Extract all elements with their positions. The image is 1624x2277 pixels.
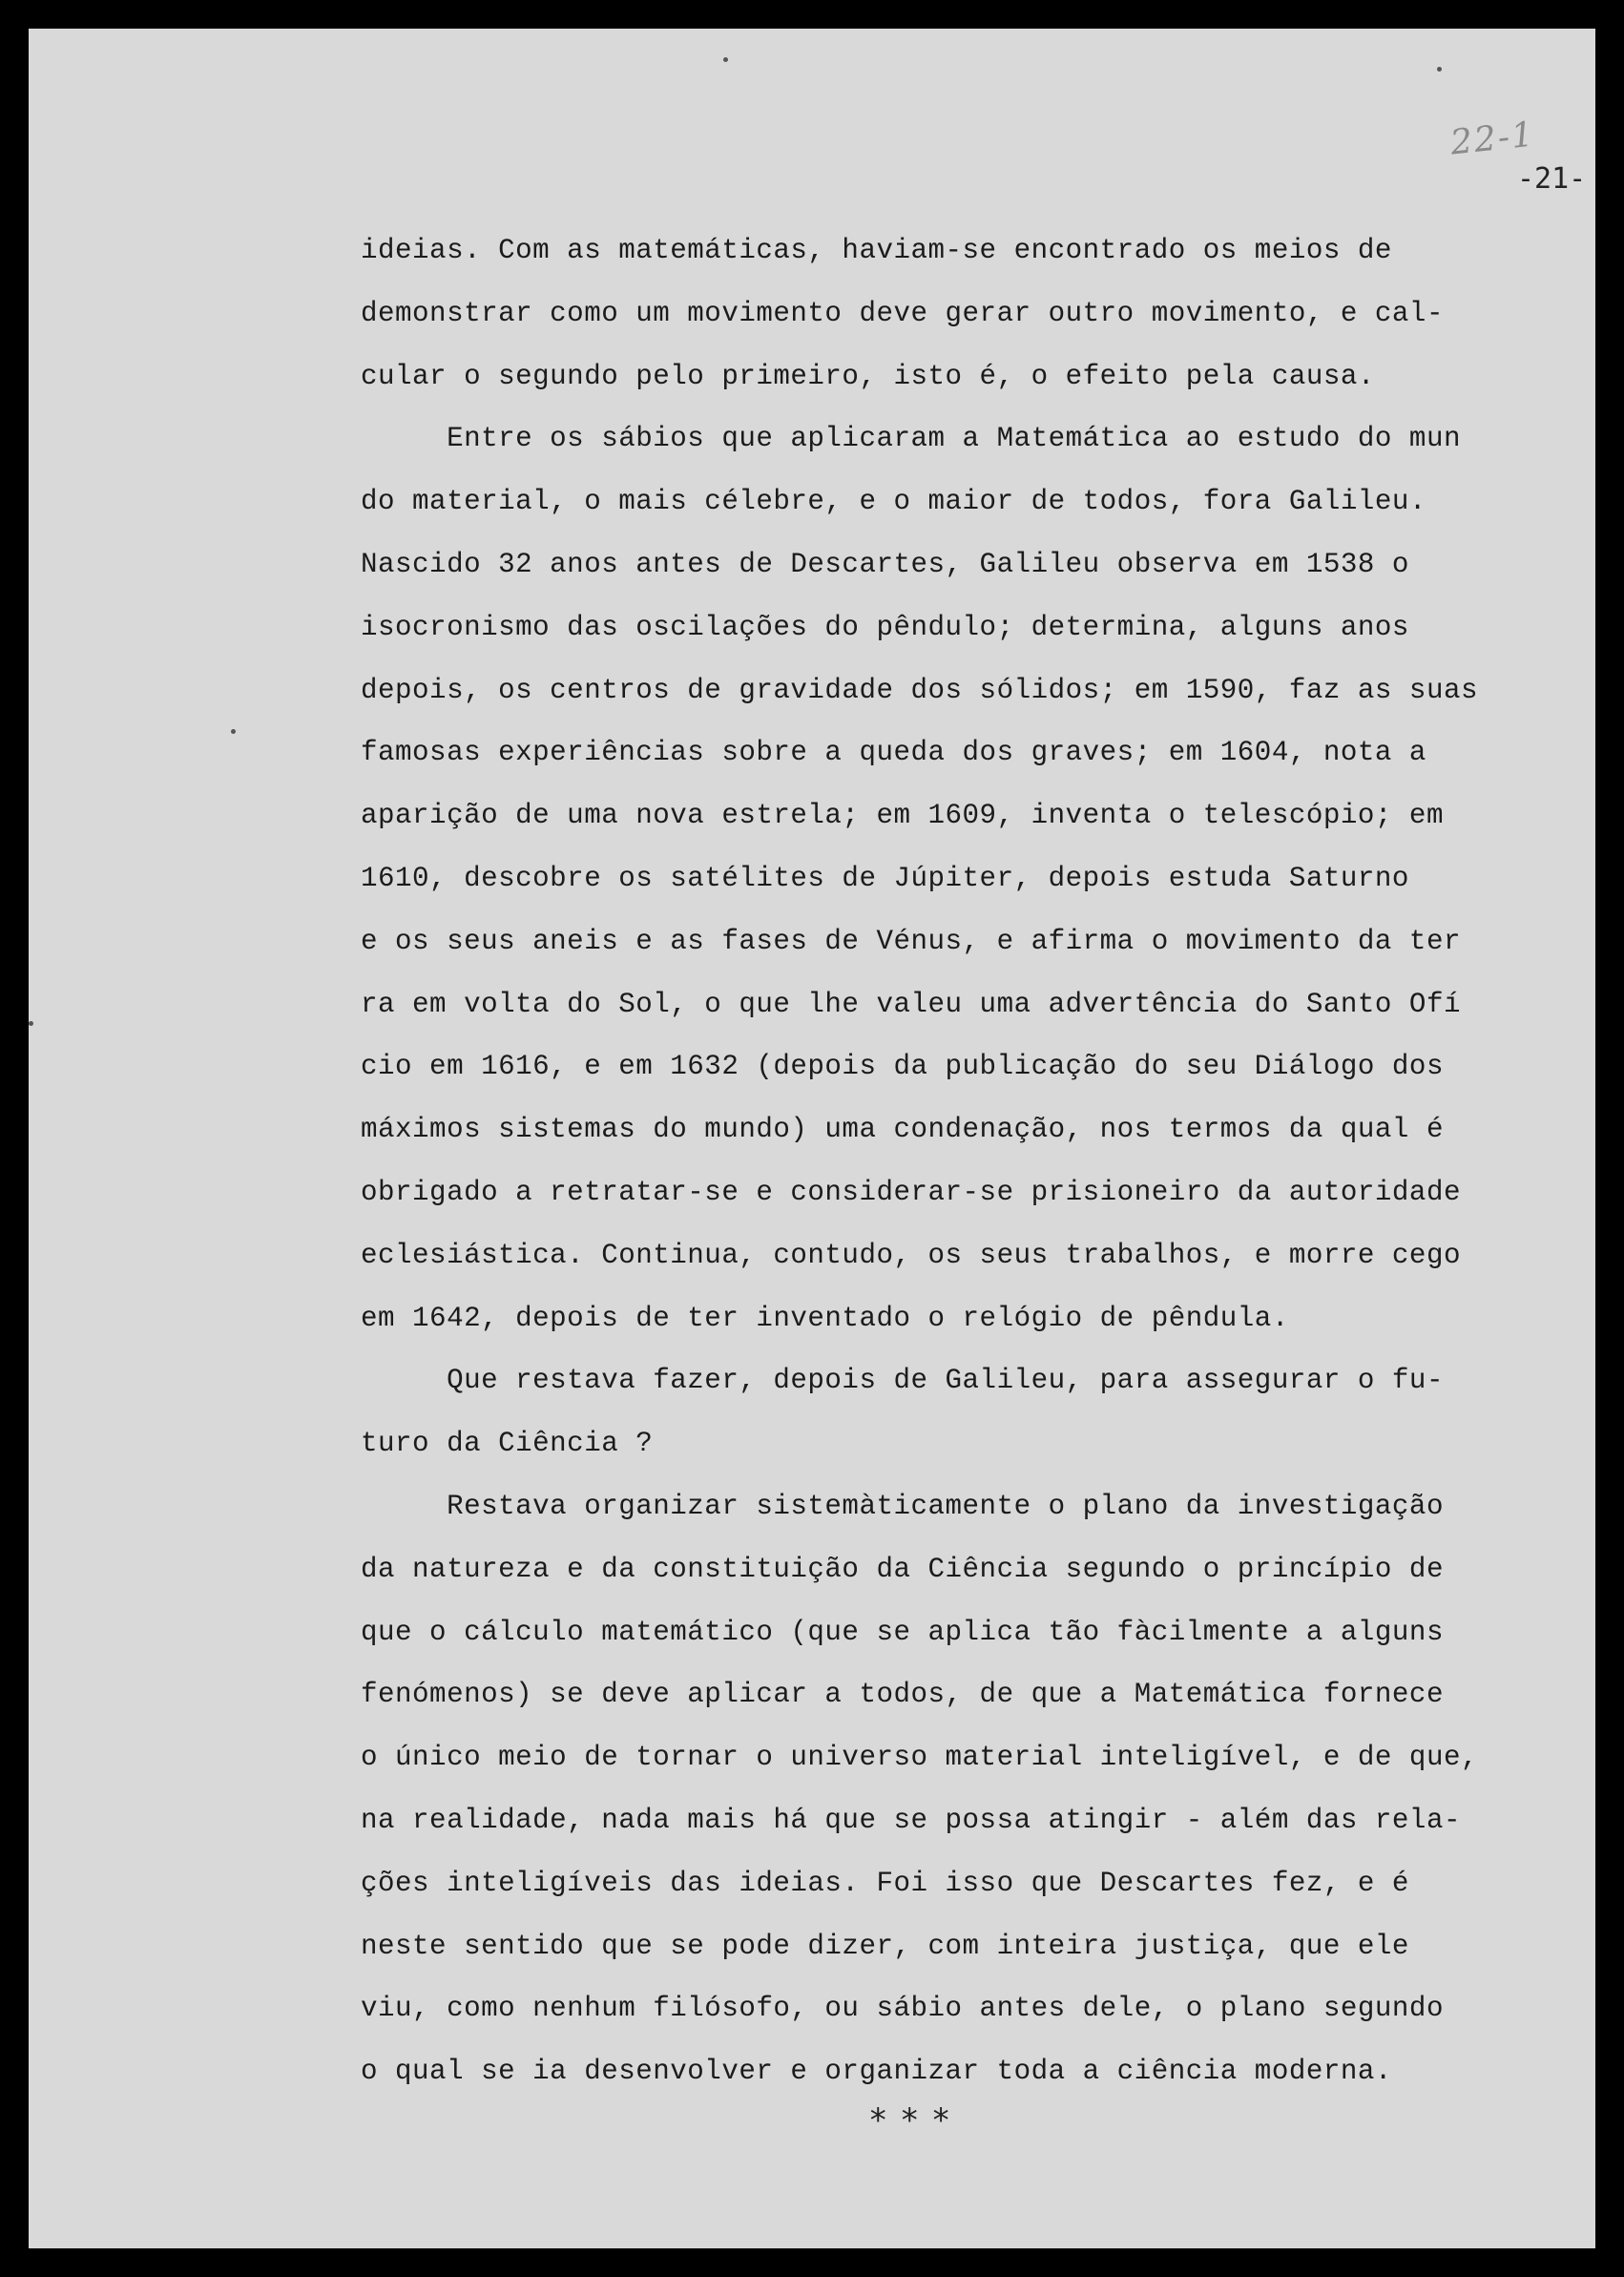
text-line: turo da Ciência ?	[361, 1428, 654, 1460]
text-line: ra em volta do Sol, o que lhe valeu uma advertência do Santo Ofí	[361, 988, 1461, 1020]
body-text	[361, 219, 1595, 2103]
text-line: ideias. Com as matemáticas, haviam-se encontrado os meios de	[361, 235, 1392, 266]
text-line: isocronismo das oscilações do pêndulo; determina, alguns anos	[361, 611, 1409, 643]
text-line: o qual se ia desenvolver e organizar toda a ciência moderna.	[361, 2056, 1392, 2088]
text-line: aparição de uma nova estrela; em 1609, inventa o telescópio; em	[361, 800, 1444, 832]
text-line: o único meio de tornar o universo material inteligível, e de que,	[361, 1742, 1478, 1774]
text-line: fenómenos) se deve aplicar a todos, de que a Matemática fornece	[361, 1679, 1444, 1711]
text-line: famosas experiências sobre a queda dos graves; em 1604, nota a	[361, 737, 1426, 769]
text-line: cular o segundo pelo primeiro, isto é, o efeito pela causa.	[361, 360, 1375, 392]
text-line: da natureza e da constituição da Ciência segundo o princípio de	[361, 1553, 1444, 1585]
text-line: viu, como nenhum filósofo, ou sábio antes dele, o plano segundo	[361, 1993, 1444, 2025]
document-page	[29, 29, 1595, 2248]
text-line: eclesiástica. Continua, contudo, os seus trabalhos, e morre cego	[361, 1239, 1461, 1271]
text-line: que o cálculo matemático (que se aplica tão fàcilmente a alguns	[361, 1616, 1444, 1648]
text-line: neste sentido que se pode dizer, com inteira justiça, que ele	[361, 1930, 1409, 1962]
text-line: obrigado a retratar-se e considerar-se prisioneiro da autoridade	[361, 1176, 1461, 1208]
paper-speck	[29, 1021, 33, 1026]
text-line: Que restava fazer, depois de Galileu, para assegurar o fu-	[361, 1365, 1444, 1397]
text-line: máximos sistemas do mundo) uma condenação, nos termos da qual é	[361, 1114, 1444, 1146]
text-line: em 1642, depois de ter inventado o relógio de pêndula.	[361, 1302, 1289, 1334]
text-line: Nascido 32 anos antes de Descartes, Galileu observa em 1538 o	[361, 548, 1409, 580]
paper-speck	[1437, 67, 1442, 72]
text-line: e os seus aneis e as fases de Vénus, e afirma o movimento da ter	[361, 925, 1461, 957]
text-line: demonstrar como um movimento deve gerar outro movimento, e cal-	[361, 297, 1444, 329]
text-line: do material, o mais célebre, e o maior de todos, fora Galileu.	[361, 486, 1426, 518]
section-asterism: * * *	[868, 2101, 947, 2140]
text-line: Entre os sábios que aplicaram a Matemática ao estudo do mun	[361, 423, 1461, 455]
text-line: na realidade, nada mais há que se possa atingir - além das rela-	[361, 1804, 1461, 1836]
paper-speck	[231, 729, 236, 734]
text-line: depois, os centros de gravidade dos sólidos; em 1590, faz as suas	[361, 674, 1478, 706]
handwritten-reference: 22-1	[1448, 115, 1537, 163]
paper-speck	[723, 57, 728, 62]
text-line: ções inteligíveis das ideias. Foi isso que Descartes fez, e é	[361, 1867, 1409, 1899]
text-line: 1610, descobre os satélites de Júpiter, depois estuda Saturno	[361, 862, 1409, 894]
text-line: cio em 1616, e em 1632 (depois da publicação do seu Diálogo dos	[361, 1051, 1444, 1083]
text-line: Restava organizar sistemàticamente o plano da investigação	[361, 1490, 1444, 1522]
page-number: -21-	[1517, 162, 1587, 196]
